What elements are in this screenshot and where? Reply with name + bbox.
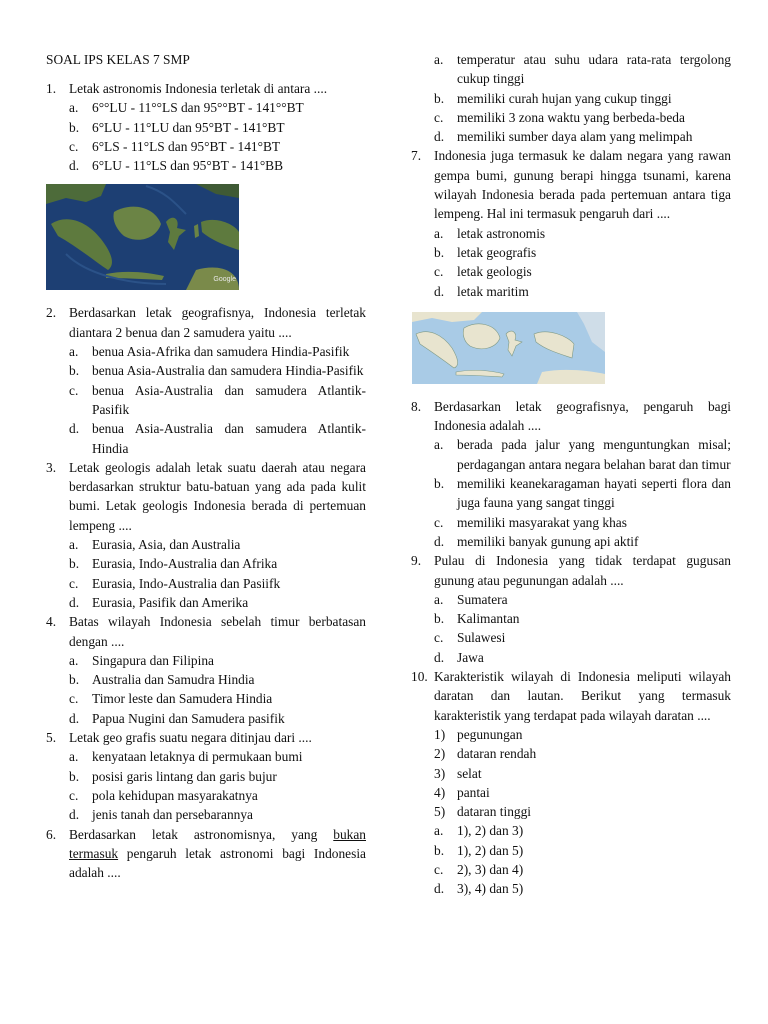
- option-c: c. memiliki 3 zona waktu yang berbeda-beda: [434, 109, 685, 125]
- option-d: d. Eurasia, Pasifik dan Amerika: [69, 594, 249, 610]
- list-item-4: 4) pantai: [434, 784, 490, 800]
- option-a: a. Eurasia, Asia, dan Australia: [69, 537, 241, 553]
- question-10: [411, 667, 731, 899]
- question-number: 9.: [411, 553, 422, 569]
- question-number: 8.: [411, 398, 422, 414]
- list-item-5: 5) dataran tinggi: [434, 804, 531, 820]
- option-b: b. memiliki keanekaragaman hayati seperti flora dan juga fauna yang sangat tinggi: [434, 476, 731, 511]
- option-b: b. Australia dan Samudra Hindia: [69, 672, 255, 688]
- google-watermark: Google: [213, 276, 236, 284]
- option-c: c. Eurasia, Indo-Australia dan Pasiifk: [69, 575, 281, 591]
- option-c: c. benua Asia-Australia dan samudera Atlantik-Pasifik: [69, 382, 366, 417]
- right-column: [411, 50, 731, 899]
- question-text: Berdasarkan letak geografisnya, Indonesia terletak diantara 2 benua dan 2 samudera yaitu ....: [69, 305, 366, 340]
- option-b: b. 1), 2) dan 5): [434, 842, 524, 858]
- question-4: [46, 612, 366, 728]
- question-1: [46, 79, 366, 175]
- option-b: b. Kalimantan: [434, 611, 520, 627]
- question-6-options: [411, 50, 731, 146]
- option-b: b. posisi garis lintang dan garis bujur: [69, 768, 277, 784]
- question-7: [411, 146, 731, 300]
- option-d: d. Papua Nugini dan Samudera pasifik: [69, 710, 285, 726]
- option-b: b. benua Asia-Australia dan samudera Hindia-Pasifik: [69, 363, 364, 379]
- question-number: 2.: [46, 305, 57, 321]
- option-d: d. memiliki banyak gunung api aktif: [434, 533, 639, 549]
- option-b: b. Eurasia, Indo-Australia dan Afrika: [69, 556, 278, 572]
- question-8: [411, 397, 731, 551]
- option-a: a. temperatur atau suhu udara rata-rata tergolong cukup tinggi: [434, 52, 731, 87]
- option-d: d. memiliki sumber daya alam yang melimpah: [434, 129, 693, 145]
- question-number: 3.: [46, 459, 57, 475]
- option-d: d. 6°LU - 11°LS dan 95°BT - 141°BB: [69, 158, 284, 174]
- question-text: Berdasarkan letak astronomisnya, yang bukan termasuk pengaruh letak astronomi bagi Indonesia adalah ....: [69, 826, 366, 881]
- option-d: d. benua Asia-Australia dan samudera Atlantik-Hindia: [69, 421, 366, 456]
- list-item-3: 3) selat: [434, 765, 482, 781]
- question-2: [46, 303, 366, 457]
- option-a: a. berada pada jalur yang menguntungkan misal; perdagangan antara negara belahan barat dan timur: [434, 437, 731, 472]
- question-number: 5.: [46, 730, 57, 746]
- option-c: c. 2), 3) dan 4): [434, 861, 524, 877]
- option-c: c. memiliki masyarakat yang khas: [434, 514, 627, 530]
- question-text: Letak geologis adalah letak suatu daerah atau negara berdasarkan struktur batu-batuan yang ada pada kulit bumi. Letak geologis Indonesia berada di pertemuan lempeng ....: [69, 459, 366, 533]
- option-c: c. Sulawesi: [434, 630, 506, 646]
- question-number: 6.: [46, 826, 57, 842]
- option-a: a. benua Asia-Afrika dan samudera Hindia-Pasifik: [69, 344, 350, 360]
- question-number: 10.: [411, 669, 428, 685]
- option-a: a. Singapura dan Filipina: [69, 652, 214, 668]
- option-c: c. letak geologis: [434, 264, 532, 280]
- option-a: a. kenyataan letaknya di permukaan bumi: [69, 749, 303, 765]
- option-d: d. letak maritim: [434, 283, 529, 299]
- satellite-map-indonesia-icon: [46, 184, 239, 290]
- option-c: c. Timor leste dan Samudera Hindia: [69, 691, 273, 707]
- document-title: SOAL IPS KELAS 7 SMP: [46, 52, 190, 67]
- list-item-2: 2) dataran rendah: [434, 746, 537, 762]
- option-d: d. jenis tanah dan persebarannya: [69, 807, 253, 823]
- question-number: 7.: [411, 148, 422, 164]
- option-b: b. letak geografis: [434, 244, 537, 260]
- list-item-1: 1) pegunungan: [434, 726, 523, 742]
- question-number: 4.: [46, 614, 57, 630]
- option-a: a. letak astronomis: [434, 225, 546, 241]
- question-3: [46, 458, 366, 612]
- question-text: Letak geo grafis suatu negara ditinjau dari ....: [69, 730, 312, 746]
- question-6: [46, 825, 366, 883]
- underlined-phrase: bukan termasuk: [69, 826, 366, 861]
- option-c: c. pola kehidupan masyarakatnya: [69, 787, 258, 803]
- option-d: d. Jawa: [434, 649, 484, 665]
- option-c: c. 6°LS - 11°LS dan 95°BT - 141°BT: [69, 138, 281, 154]
- question-5: [46, 728, 366, 824]
- question-9: [411, 551, 731, 667]
- question-text: Berdasarkan letak geografisnya, pengaruh bagi Indonesia adalah ....: [434, 398, 731, 434]
- question-text: Indonesia juga termasuk ke dalam negara yang rawan gempa bumi, gunung berapi hingga tsunami, karena wilayah Indonesia berada pada pertemuan antara tiga lempeng. Hal ini termasuk pengaruh dari ....: [434, 148, 731, 222]
- left-column: [46, 50, 366, 882]
- question-number: 1.: [46, 81, 57, 96]
- option-d: d. 3), 4) dan 5): [434, 881, 524, 897]
- option-a: a. Sumatera: [434, 591, 508, 607]
- option-a: a. 6°°LU - 11°°LS dan 95°°BT - 141°°BT: [69, 100, 304, 116]
- option-b: b. 6°LU - 11°LU dan 95°BT - 141°BT: [69, 119, 285, 135]
- question-text: Karakteristik wilayah di Indonesia meliputi wilayah daratan dan lautan. Berikut yang termasuk karakteristik yang terdapat pada wilayah daratan ....: [434, 669, 731, 723]
- question-text: Letak astronomis Indonesia terletak di antara ....: [69, 81, 328, 96]
- political-map-indonesia-icon: [412, 312, 605, 384]
- question-text: Batas wilayah Indonesia sebelah timur berbatasan dengan ....: [69, 614, 366, 649]
- question-text: Pulau di Indonesia yang tidak terdapat gugusan gunung atau pegunungan adalah ....: [434, 553, 731, 588]
- option-a: a. 1), 2) dan 3): [434, 823, 524, 839]
- option-b: b. memiliki curah hujan yang cukup tinggi: [434, 90, 672, 106]
